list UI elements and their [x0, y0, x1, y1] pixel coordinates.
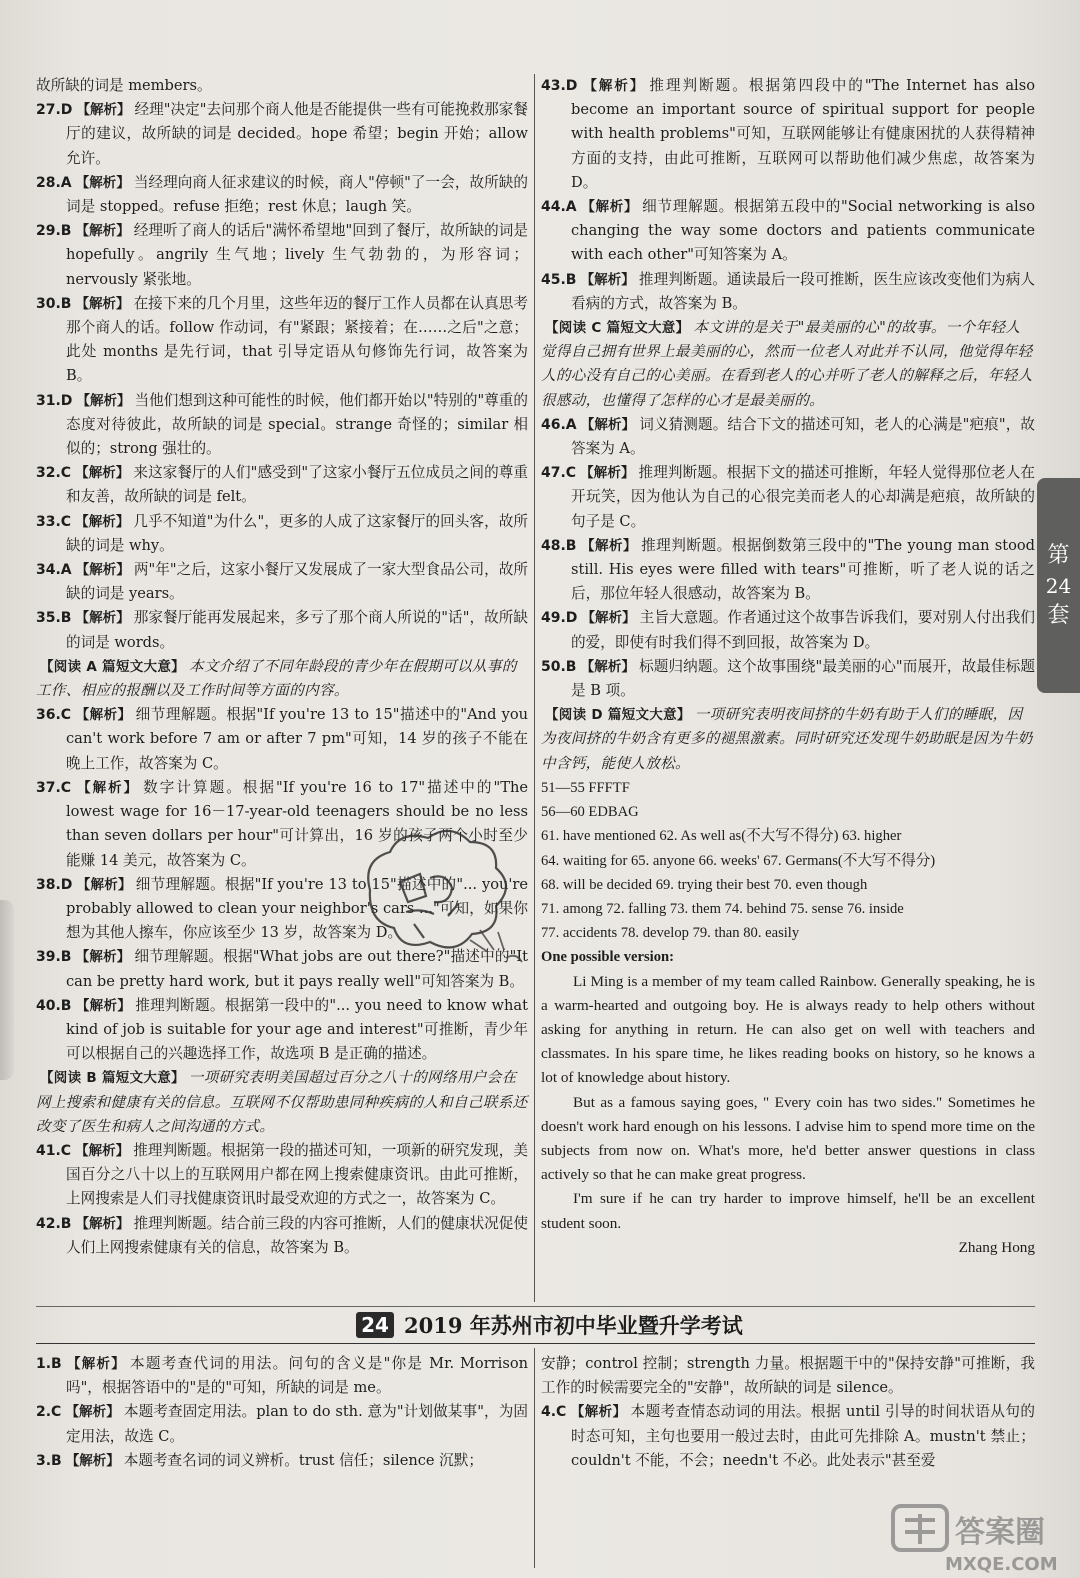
explanation-text: 标题归纳题。这个故事围绕"最美丽的心"而展开，故最佳标题是 B 项。	[571, 657, 1035, 700]
answer-explanation	[541, 461, 1035, 534]
question-number: 49.D	[541, 610, 578, 627]
explanation-text: 词义猜测题。结合下文的描述可知，老人的心满是"疤痕"，故答案为 A。	[571, 415, 1035, 458]
summary-text: 本文讲的是关于"最美丽的心"的故事。一个年轻人觉得自己拥有世界上最美丽的心，然而一位老人对此并不认同，他觉得年轻人的心没有自己的心美丽。在看到老人的心并听了老人的解释之后，年轻人很感动，也懂得了怎样的心才是最美丽的。	[541, 319, 1033, 409]
answer-explanation	[36, 171, 528, 219]
explanation-text: 主旨大意题。作者通过这个故事告诉我们，要对别人付出我们的爱，即使有时我们得不到回报，故答案为 D。	[571, 609, 1035, 651]
analysis-tag: 【解析】	[75, 707, 132, 724]
answer-explanation	[36, 606, 528, 654]
answer-explanation	[36, 1449, 528, 1473]
section-rule-top	[36, 1306, 1035, 1307]
analysis-tag: 【解析】	[75, 562, 130, 579]
svg-text:答案圈: 答案圈	[955, 1515, 1045, 1550]
analysis-tag: 【解析】	[75, 1215, 130, 1232]
question-number: 35.B	[36, 610, 72, 627]
analysis-tag: 【解析】	[75, 610, 130, 627]
answer-line: 77. accidents 78. develop 79. than 80. easily	[541, 925, 800, 942]
essay-paragraph: I'm sure if he can try harder to improve himself, he'll be an excellent student soon.	[541, 1190, 1035, 1232]
analysis-tag: 【解析】	[580, 465, 635, 482]
answer-explanation	[541, 268, 1035, 316]
analysis-tag: 【解析】	[75, 223, 130, 240]
question-number: 43.D	[541, 78, 578, 94]
answer-explanation	[541, 413, 1035, 461]
answer-line: 51—55 FFFTF	[541, 779, 630, 796]
exam-number-badge: 24	[356, 1312, 394, 1338]
question-number: 47.C	[541, 465, 577, 482]
question-number: 27.D	[36, 102, 73, 119]
analysis-tag: 【解析】	[75, 174, 130, 191]
essay-paragraph: Li Ming is a member of my team called Rainbow. Generally speaking, he is a warm-hearted and outgoing boy. He is always ready to help others without asking for anything in return. He can also get on well with teachers and classmates. In his spare time, he likes reading books on history, so he knows a lot of knowledge about history.	[541, 972, 1035, 1087]
explanation-text: 细节理解题。根据"If you're 13 to 15"描述中的"... you're probably allowed to clean your neighbor's cars ..."可知，如果你想为其他人擦车，你应该至少 13 岁，故答案为 D。	[66, 875, 529, 942]
summary-text: 本文介绍了不同年龄段的青少年在假期可以从事的工作、相应的报酬以及工作时间等方面的内容。	[36, 657, 517, 700]
analysis-tag: 【解析】	[580, 199, 639, 216]
answer-line: 61. have mentioned 62. As well as(不大写不得分) 63. higher	[541, 828, 902, 845]
explanation-text: 本题考查情态动词的用法。根据 until 引导的时间状语从句的时态可知，主句也要用一般过去时，由此可先排除 A。mustn't 禁止；couldn't 不能，不会；needn't 不必。此处表示"甚至爱	[571, 1403, 1035, 1469]
explanation-text: 本题考查名词的词义辨析。trust 信任；silence 沉默；	[123, 1451, 483, 1469]
answer-explanation	[541, 606, 1035, 654]
explanation-text: 本题考查固定用法。plan to do sth. 意为"计划做某事"，为固定用法，故选 C。	[66, 1403, 529, 1445]
explanation-text: 几乎不知道"为什么"，更多的人成了这家餐厅的回头客，故所缺的词是 why。	[66, 512, 528, 554]
analysis-tag: 【解析】	[75, 997, 132, 1014]
answer-explanation	[36, 74, 528, 98]
explanation-text: 推理判断题。通读最后一段可推断，医生应该改变他们为病人看病的方式，故答案为 B。	[571, 270, 1035, 312]
question-number: 33.C	[36, 513, 72, 530]
explanation-text: 推理判断题。根据第四段中的"The Internet has also become an important source of spiritual support for people with health problems"可知，互联网能够让有健康困扰的人获得精神方面的支持，由此可推断，互联网可以帮助他们减少焦虑，故答案为 D。	[571, 77, 1035, 191]
column-divider	[534, 74, 535, 1302]
question-number: 36.C	[36, 707, 72, 724]
explanation-text: 数字计算题。根据"If you're 16 to 17"描述中的"The lowest wage for 16－17-year-old teenagers should be no less than seven dollars per hour"可计算出，16 岁的孩子两个小时至少能赚 14 美元，故答案为 C。	[66, 778, 528, 869]
explanation-text: 本题考查代词的用法。问句的含义是"你是 Mr. Morrison 吗"，根据答语中的"是的"可知，所缺的词是 me。	[66, 1355, 528, 1397]
explanation-text: 故所缺的词是 members。	[36, 77, 212, 94]
essay-heading: One possible version:	[541, 949, 674, 966]
column-divider-lower	[534, 1348, 535, 1568]
analysis-tag: 【解析】	[76, 102, 131, 119]
analysis-tag: 【解析】	[581, 610, 636, 627]
question-number: 50.B	[541, 658, 577, 675]
analysis-tag: 【解析】	[65, 1404, 120, 1421]
binding-shadow	[0, 900, 14, 1080]
answer-explanation	[541, 1352, 1035, 1400]
tab-char-3: 套	[1047, 602, 1070, 628]
explanation-text: 安静；control 控制；strength 力量。根据题干中的"保持安静"可推断，我工作的时候需要完全的"安静"，故所缺的词是 silence。	[541, 1355, 1035, 1397]
question-number: 39.B	[36, 949, 72, 966]
analysis-tag: 【解析】	[75, 295, 130, 312]
analysis-tag: 【解析】	[570, 1404, 627, 1421]
answer-explanation	[36, 703, 528, 776]
exam-title: 2019 年苏州市初中毕业暨升学考试	[404, 1313, 743, 1338]
explanation-text: 当他们想到这种可能性的时候，他们都开始以"特别的"尊重的态度对待彼此，故所缺的词是 special。strange 奇怪的；similar 相似的；strong 强壮的。	[66, 391, 529, 458]
summary-tag: 【阅读 A 篇短文大意】	[40, 658, 185, 675]
analysis-tag: 【解析】	[75, 779, 140, 796]
svg-text:MXQE.COM: MXQE.COM	[945, 1554, 1058, 1575]
summary-text: 一项研究表明美国超过百分之八十的网络用户会在网上搜索和健康有关的信息。互联网不仅帮助患同种疾病的人和自己联系还改变了医生和病人之间沟通的方式。	[36, 1069, 528, 1135]
explanation-text: 那家餐厅能再发展起来，多亏了那个商人所说的"话"，故所缺的词是 words。	[66, 609, 528, 651]
answer-explanation	[36, 1212, 528, 1260]
question-number: 1.B	[36, 1356, 62, 1372]
answer-explanation	[541, 534, 1035, 607]
explanation-text: 两"年"之后，这家小餐厅又发展成了一家大型食品公司，故所缺的词是 years。	[66, 561, 528, 603]
answer-block	[541, 776, 1035, 945]
question-number: 4.C	[541, 1404, 567, 1421]
question-number: 28.A	[36, 174, 72, 191]
answer-explanation	[36, 1400, 528, 1448]
answer-explanation	[36, 1352, 528, 1400]
explanation-text: 来这家餐厅的人们"感受到"了这家小餐厅五位成员之间的尊重和友善，故所缺的词是 felt。	[66, 464, 528, 506]
question-number: 46.A	[541, 416, 577, 433]
answer-explanation	[36, 292, 528, 389]
summary-tag: 【阅读 D 篇短文大意】	[545, 707, 691, 724]
analysis-tag: 【解析】	[75, 465, 130, 482]
explanation-text: 经理"决定"去问那个商人他是否能提供一些有可能挽救那家餐厅的建议，故所缺的词是 decided。hope 希望；begin 开始；allow 允许。	[66, 101, 529, 167]
question-number: 38.D	[36, 876, 73, 893]
question-number: 40.B	[36, 997, 72, 1014]
question-number: 34.A	[36, 562, 72, 579]
passage-summary	[541, 703, 1035, 776]
passage-summary	[36, 1066, 528, 1139]
section-rule	[36, 1343, 1035, 1344]
answer-explanation	[36, 389, 528, 462]
question-number: 3.B	[36, 1452, 62, 1469]
analysis-tag: 【解析】	[580, 537, 638, 554]
tab-char-2: 24	[1045, 573, 1072, 598]
answer-line: 64. waiting for 65. anyone 66. weeks' 67. Germans(不大写不得分)	[541, 852, 936, 869]
exam-title-bar	[356, 1310, 796, 1340]
analysis-tag: 【解析】	[75, 949, 131, 966]
question-number: 2.C	[36, 1404, 62, 1421]
analysis-tag: 【解析】	[75, 1142, 130, 1159]
answer-explanation	[36, 219, 528, 292]
explanation-text: 细节理解题。根据"What jobs are out there?"描述中的"It can be pretty hard work, but it pays really well"可知答案为 B。	[66, 948, 528, 990]
analysis-tag: 【解析】	[580, 416, 636, 433]
answer-explanation	[36, 98, 528, 171]
answer-explanation	[541, 1400, 1035, 1473]
answer-explanation	[36, 1139, 528, 1212]
analysis-tag: 【解析】	[65, 1452, 120, 1469]
answer-explanation	[36, 510, 528, 558]
right-column	[541, 74, 1035, 1260]
analysis-tag: 【解析】	[580, 658, 636, 675]
question-number: 44.A	[541, 199, 577, 216]
passage-summary	[541, 316, 1035, 413]
site-watermark-logo	[885, 1500, 1075, 1575]
explanation-text: 推理判断题。根据第一段的描述可知，一项新的研究发现，美国百分之八十以上的互联网用户都在网上搜索健康资讯。由此可推断，上网搜索是人们寻找健康资讯时最受欢迎的方式之一，故答案为 C。	[66, 1141, 529, 1208]
ink-stamp-image	[330, 820, 530, 980]
lower-left-column	[36, 1352, 528, 1473]
question-number: 48.B	[541, 537, 577, 554]
essay-body	[541, 970, 1035, 1236]
analysis-tag: 【解析】	[580, 271, 635, 288]
answer-line: 56—60 EDBAG	[541, 804, 639, 821]
question-number: 41.C	[36, 1142, 72, 1159]
explanation-text: 推理判断题。根据倒数第三段中的"The young man stood still. His eyes were filled with tears"可推断，听了老人说的话之后，那位年轻人很感动，故答案为 B。	[571, 536, 1036, 603]
answer-explanation	[36, 994, 528, 1067]
question-number: 45.B	[541, 271, 577, 288]
explanation-text: 推理判断题。根据下文的描述可推断，年轻人觉得那位老人在开玩笑，因为他认为自己的心很完美而老人的心却满是疤痕，故所缺的句子是 C。	[571, 464, 1035, 530]
answer-explanation	[541, 74, 1035, 195]
set-number-tab	[1037, 478, 1080, 693]
summary-tag: 【阅读 C 篇短文大意】	[545, 320, 690, 337]
analysis-tag: 【解析】	[581, 78, 646, 94]
analysis-tag: 【解析】	[75, 513, 130, 530]
analysis-tag: 【解析】	[76, 876, 132, 893]
lower-right-column	[541, 1352, 1035, 1473]
essay-paragraph: But as a famous saying goes, " Every coin has two sides." Sometimes he doesn't work hard enough on his lessons. I advise him to spend more time on the subjects from now on. What's more, he'd better answer questions in class actively so that he can make great progress.	[541, 1093, 1035, 1184]
essay-signature: Zhang Hong	[958, 1238, 1035, 1256]
explanation-text: 经理听了商人的话后"满怀希望地"回到了餐厅，故所缺的词是 hopefully。angrily 生气地；lively 生气勃勃的，为形容词；nervously 紧张地。	[66, 222, 528, 288]
explanation-text: 细节理解题。根据"If you're 13 to 15"描述中的"And you can't work before 7 am or after 7 pm"可知，14 岁的孩子不能在晚上工作，故答案为 C。	[66, 706, 529, 772]
left-column	[36, 74, 528, 1260]
question-number: 30.B	[36, 295, 72, 312]
explanation-text: 推理判断题。结合前三段的内容可推断，人们的健康状况促使人们上网搜索健康有关的信息，故答案为 B。	[66, 1214, 528, 1256]
answer-explanation	[36, 461, 528, 509]
answer-explanation	[541, 655, 1035, 703]
analysis-tag: 【解析】	[65, 1356, 127, 1372]
explanation-text: 在接下来的几个月里，这些年迈的餐厅工作人员都在认真思考那个商人的话。follow 作动词，有"紧跟；紧接着；在……之后"之意；此处 months 是先行词，that 引导定语从句修饰先行词，故答案为 B。	[66, 294, 528, 385]
answer-line: 68. will be decided 69. trying their best 70. even though	[541, 876, 868, 893]
tab-char-1: 第	[1047, 542, 1070, 568]
passage-summary	[36, 655, 528, 703]
question-number: 42.B	[36, 1215, 72, 1232]
question-number: 29.B	[36, 223, 72, 240]
analysis-tag: 【解析】	[76, 392, 131, 409]
explanation-text: 当经理向商人征求建议的时候，商人"停顿"了一会，故所缺的词是 stopped。refuse 拒绝；rest 休息；laugh 笑。	[66, 173, 528, 216]
explanation-text: 细节理解题。根据第五段中的"Social networking is also changing the way some doctors and patients communicate with each other"可知答案为 A。	[571, 198, 1035, 264]
summary-text: 一项研究表明夜间挤的牛奶有助于人们的睡眠，因为夜间挤的牛奶含有更多的褪黑激素。同时研究还发现牛奶助眠是因为牛奶中含钙，能使人放松。	[541, 706, 1033, 772]
answer-explanation	[36, 558, 528, 606]
summary-tag: 【阅读 B 篇短文大意】	[40, 1070, 185, 1087]
question-number: 31.D	[36, 392, 73, 409]
question-number: 32.C	[36, 465, 72, 482]
answer-explanation	[541, 195, 1035, 268]
explanation-text: 推理判断题。根据第一段中的"... you need to know what kind of job is suitable for your age and interest"可推断，青少年可以根据自己的兴趣选择工作，故选项 B 是正确的描述。	[66, 996, 528, 1063]
answer-line: 71. among 72. falling 73. them 74. behind 75. sense 76. inside	[541, 900, 904, 917]
question-number: 37.C	[36, 779, 72, 796]
